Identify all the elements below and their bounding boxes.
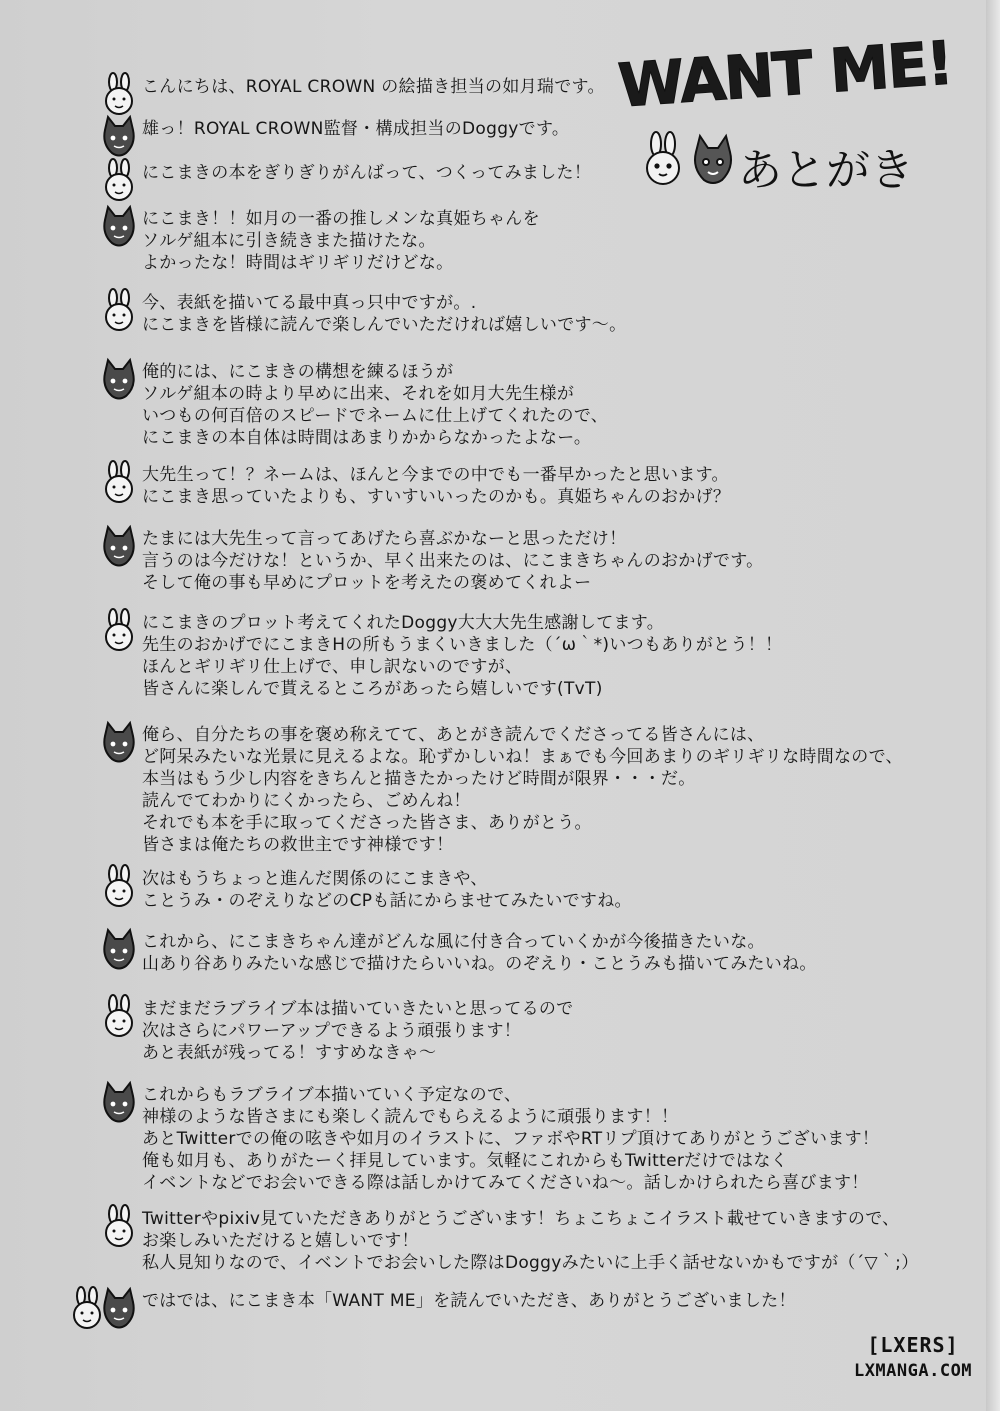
watermark: [848, 1333, 978, 1391]
watermark-site: LXMANGA.COM: [853, 1361, 973, 1381]
text-line: ほんとギリギリ仕上げで、申し訳ないのですが、: [142, 657, 523, 677]
text-line: あとTwitterでの俺の呟きや如月のイラストに、ファボやRTリプ頂けてありがとうございます！: [142, 1129, 880, 1149]
wolf-icon: [100, 114, 138, 158]
text-line: にこまきのプロット考えてくれたDoggy大大大先生感謝してます。: [142, 613, 665, 633]
wolf-icon: [100, 524, 138, 568]
wolf-icon: [100, 1080, 138, 1124]
watermark-tag: [LXERS]: [867, 1333, 959, 1357]
text-line: よかったな！時間はギリギリだけどな。: [142, 253, 454, 273]
title-want-me: WANT ME!: [615, 28, 955, 122]
rabbit-icon: [100, 608, 138, 652]
text-line: 次はもうちょっと進んだ関係のにこまきや、: [142, 869, 488, 889]
entry-text: [142, 292, 626, 336]
wolf-icon: [100, 204, 138, 248]
text-line: それでも本を手に取ってくださった皆さま、ありがとう。: [142, 813, 592, 833]
text-line: 山あり谷ありみたいな感じで描けたらいいね。のぞえり・ことうみも描いてみたいね。: [142, 954, 817, 974]
text-line: 神様のような皆さまにも楽しく読んでもらえるように頑張ります！！: [142, 1107, 679, 1127]
text-line: 俺的には、にこまきの構想を練るほうが: [142, 362, 454, 382]
rabbit-icon: [100, 460, 138, 504]
text-line: ソルゲ組本の時より早めに出来、それを如月大先生様が: [142, 384, 575, 404]
rabbit-icon: [100, 72, 138, 116]
text-line: そして俺の事も早めにプロットを考えたの褒めてくれよー: [142, 573, 592, 593]
entry-text: [142, 208, 540, 274]
text-line: 今、表紙を描いてる最中真っ只中ですが。.: [142, 293, 477, 313]
text-line: これからもラブライブ本描いていく予定なので、: [142, 1085, 522, 1105]
entry-text: [142, 1290, 796, 1312]
entry-text: [142, 464, 730, 508]
text-line: 俺ら、自分たちの事を褒め称えてて、あとがき読んでくださってる皆さんには、: [142, 725, 765, 745]
text-line: イベントなどでお会いできる際は話しかけてみてくださいね～。話しかけられたら喜びます！: [142, 1173, 869, 1193]
rabbit-icon: [100, 158, 138, 202]
text-line: 次はさらにパワーアップできるよう頑張ります！: [142, 1021, 522, 1041]
wolf-icon: [100, 1286, 138, 1330]
entry-text: [142, 1208, 919, 1274]
entry-text: [142, 998, 573, 1064]
wolf-icon: [100, 927, 138, 971]
text-line: Twitterやpixiv見ていただきありがとうございます！ちょこちょこイラスト載せていきますので、: [142, 1209, 900, 1229]
entry-text: [142, 1084, 879, 1194]
rabbit-icon: [100, 994, 138, 1038]
text-line: 読んでてわかりにくかったら、ごめんね！: [142, 791, 471, 811]
rabbit-icon: [100, 288, 138, 332]
entry-text: [142, 868, 632, 912]
text-line: 先生のおかげでにこまきHの所もうまくいきました（´ω｀*)いつもありがとう！！: [142, 635, 783, 655]
text-line: まだまだラブライブ本は描いていきたいと思ってるので: [142, 999, 574, 1019]
text-line: ことうみ・のぞえりなどのCPも話にからませてみたいですね。: [142, 891, 632, 911]
text-line: 私人見知りなので、イベントでお会いした際はDoggyみたいに上手く話せないかもですが（´▽｀;）: [142, 1253, 919, 1273]
entry-text: [142, 724, 903, 856]
text-line: 俺も如月も、ありがたーく拝見しています。気軽にこれからもTwitterだけではなく: [142, 1151, 788, 1171]
text-line: ソルゲ組本に引き続きまた描けたな。: [142, 231, 436, 251]
entry-text: [142, 528, 763, 594]
wolf-icon: [100, 720, 138, 764]
wolf-icon: [100, 357, 138, 401]
rabbit-icon: [100, 864, 138, 908]
entry-text: [142, 76, 605, 98]
text-line: 雄っ！ROYAL CROWN監督・構成担当のDoggyです。: [142, 119, 570, 139]
text-line: 皆さんに楽しんで貰えるところがあったら嬉しいです(TvT): [142, 679, 603, 699]
text-line: にこまきの本をぎりぎりがんばって、つくってみました！: [142, 163, 592, 183]
entry-text: [142, 612, 782, 700]
text-line: にこまき！！如月の一番の推しメンな真姫ちゃんを: [142, 209, 540, 229]
text-line: にこまきを皆様に読んで楽しんでいただければ嬉しいです～。: [142, 315, 627, 335]
text-line: お楽しみいただけると嬉しいです！: [142, 1231, 419, 1251]
entry-text: [142, 361, 608, 449]
text-line: ではでは、にこまき本「WANT ME」を読んでいただき、ありがとうございました！: [142, 1291, 796, 1311]
text-line: ど阿呆みたいな光景に見えるよな。恥ずかしいね！まぁでも今回あまりのギリギリな時間なので、: [142, 747, 903, 767]
rabbit-icon: [100, 1204, 138, 1248]
entry-text: [142, 162, 591, 184]
title-atogaki: あとがき: [738, 145, 914, 196]
text-line: たまには大先生って言ってあげたら喜ぶかなーと思っただけ！: [142, 529, 627, 549]
text-line: 本当はもう少し内容をきちんと描きたかったけど時間が限界・・・だ。: [142, 769, 696, 789]
text-line: いつもの何百倍のスピードでネームに仕上げてくれたので、: [142, 406, 609, 426]
text-line: こんにちは、ROYAL CROWN の絵描き担当の如月瑞です。: [142, 77, 605, 97]
text-line: にこまき思っていたよりも、すいすいいったのかも。真姫ちゃんのおかげ？: [142, 487, 731, 507]
text-line: 大先生って！？ネームは、ほんと今までの中でも一番早かったと思います。: [142, 465, 729, 485]
text-line: 言うのは今だけな！というか、早く出来たのは、にこまきちゃんのおかげです。: [142, 551, 764, 571]
text-line: あと表紙が残ってる！すすめなきゃ～: [142, 1043, 437, 1063]
text-line: にこまきの本自体は時間はあまりかからなかったよなー。: [142, 428, 592, 448]
text-line: これから、にこまきちゃん達がどんな風に付き合っていくかが今後描きたいな。: [142, 932, 765, 952]
entry-text: [142, 118, 569, 140]
text-line: 皆さまは俺たちの救世主です神様です！: [142, 835, 454, 855]
entry-text: [142, 931, 817, 975]
